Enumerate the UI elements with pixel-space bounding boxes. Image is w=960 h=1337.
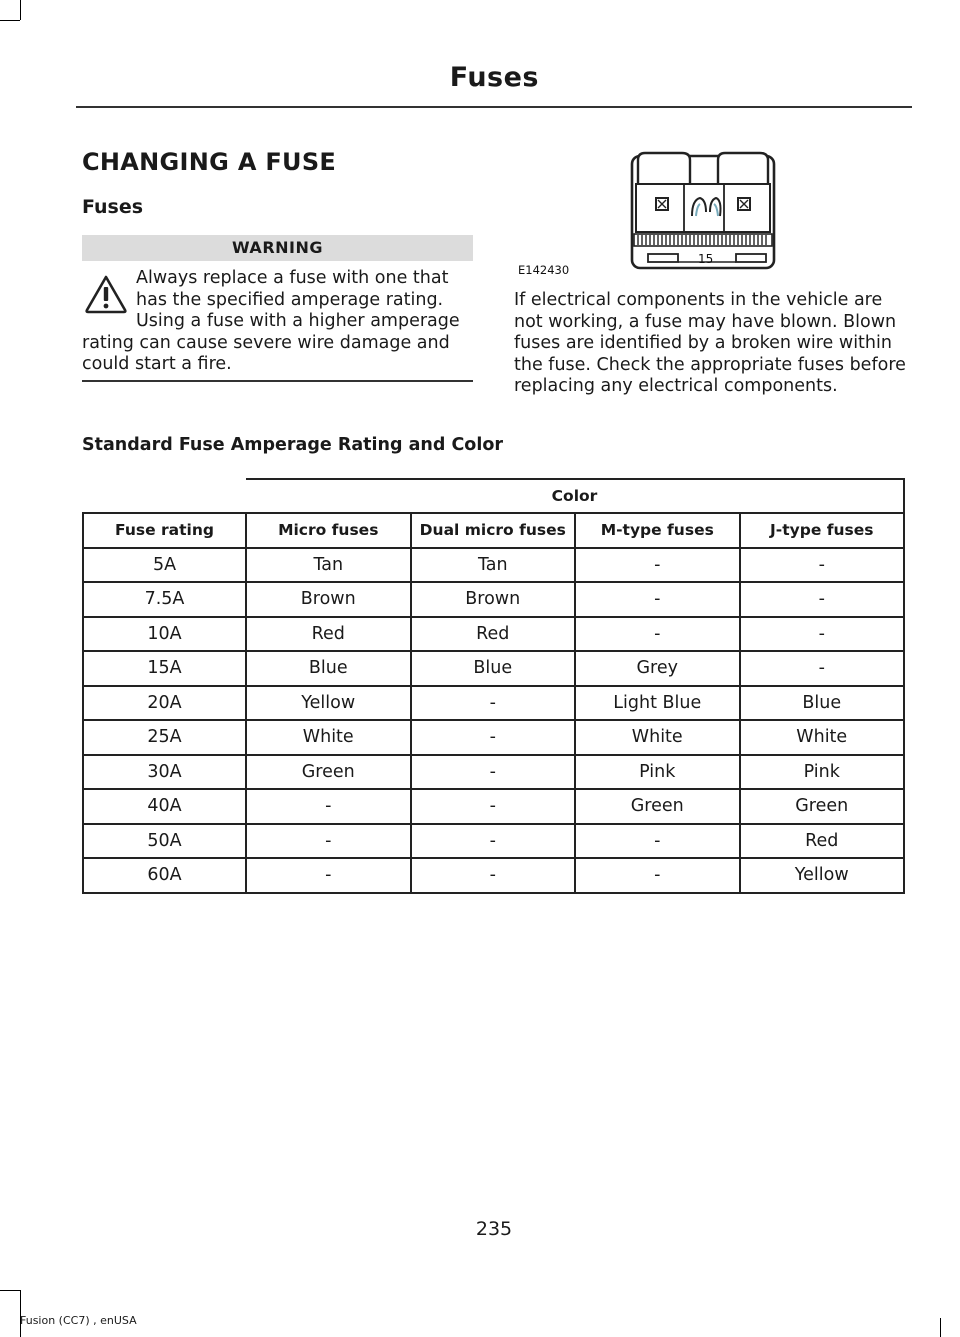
table-cell: 25A — [83, 720, 246, 755]
column-header: Micro fuses — [246, 513, 411, 548]
crop-mark — [0, 20, 20, 21]
table-cell: - — [411, 789, 576, 824]
table-cell: Green — [575, 789, 740, 824]
table-cell: 20A — [83, 686, 246, 721]
table-cell: White — [246, 720, 411, 755]
table-cell: Grey — [575, 651, 740, 686]
fuse-illustration — [514, 148, 776, 276]
header-rule — [76, 106, 912, 108]
section-title: CHANGING A FUSE — [82, 148, 337, 176]
table-cell: - — [740, 617, 905, 652]
table-cell: White — [575, 720, 740, 755]
subsection-title: Fuses — [82, 196, 144, 218]
table-cell: - — [575, 617, 740, 652]
table-row — [83, 858, 904, 893]
body-paragraph: If electrical components in the vehicle are not working, a fuse may have blown. Blown fuses are identified by a broken wire within the fuse. Check the appropriate fuses before replacing any electrical components. — [514, 290, 906, 396]
table-cell: Tan — [246, 548, 411, 583]
table-cell: Red — [740, 824, 905, 859]
table-cell: 7.5A — [83, 582, 246, 617]
table-cell: Tan — [411, 548, 576, 583]
table-cell: 5A — [83, 548, 246, 583]
page-number: 235 — [475, 1218, 513, 1240]
table-row — [83, 824, 904, 859]
table-cell: - — [740, 548, 905, 583]
table-cell: Red — [411, 617, 576, 652]
table-cell: - — [246, 858, 411, 893]
crop-mark — [0, 1290, 20, 1291]
table-cell: 10A — [83, 617, 246, 652]
table-cell: Blue — [740, 686, 905, 721]
table-cell: Yellow — [740, 858, 905, 893]
table-cell: White — [740, 720, 905, 755]
table-cell: Pink — [575, 755, 740, 790]
table-row — [83, 582, 904, 617]
table-cell: - — [740, 651, 905, 686]
column-header: M-type fuses — [575, 513, 740, 548]
column-header: Dual micro fuses — [411, 513, 576, 548]
table-cell: 50A — [83, 824, 246, 859]
table-cell: 30A — [83, 755, 246, 790]
table-row — [83, 651, 904, 686]
table-row — [83, 686, 904, 721]
table-cell: Brown — [411, 582, 576, 617]
table-cell: - — [740, 582, 905, 617]
table-cell: Light Blue — [575, 686, 740, 721]
document-id: Fusion (CC7) , enUSA — [20, 1314, 137, 1327]
table-cell: Blue — [411, 651, 576, 686]
table-cell: Red — [246, 617, 411, 652]
table-cell: Blue — [246, 651, 411, 686]
table-cell: - — [575, 582, 740, 617]
table-group-header: Color — [246, 479, 904, 513]
figure-id: E142430 — [518, 263, 570, 276]
table-cell: - — [575, 824, 740, 859]
fuse-rating-label: 15 — [698, 252, 714, 266]
table-cell: - — [575, 548, 740, 583]
table-cell: Green — [246, 755, 411, 790]
column-header: Fuse rating — [83, 513, 246, 548]
table-cell: 40A — [83, 789, 246, 824]
warning-rule — [82, 380, 473, 382]
table-cell: - — [246, 824, 411, 859]
crop-mark — [20, 0, 21, 20]
table-title: Standard Fuse Amperage Rating and Color — [82, 435, 503, 455]
table-cell: Green — [740, 789, 905, 824]
table-cell: - — [411, 858, 576, 893]
table-cell: - — [411, 720, 576, 755]
column-header: J-type fuses — [740, 513, 905, 548]
table-cell: Yellow — [246, 686, 411, 721]
header-title: Fuses — [449, 62, 539, 93]
table-cell: - — [411, 686, 576, 721]
warning-text: Always replace a fuse with one that has the specified amperage rating. Using a fuse with a higher amperage rating can cause severe wire damage and could start a fire. — [82, 268, 460, 374]
fuse-rating-table — [82, 478, 905, 894]
table-cell: 15A — [83, 651, 246, 686]
table-cell: Pink — [740, 755, 905, 790]
table-row — [83, 617, 904, 652]
table-cell: - — [411, 824, 576, 859]
warning-text-block — [82, 268, 475, 376]
warning-heading: WARNING — [82, 235, 473, 261]
table-row — [83, 548, 904, 583]
crop-mark — [940, 1318, 941, 1337]
table-cell: Brown — [246, 582, 411, 617]
table-cell: 60A — [83, 858, 246, 893]
table-row — [83, 755, 904, 790]
table-row — [83, 720, 904, 755]
table-cell: - — [246, 789, 411, 824]
table-cell: - — [575, 858, 740, 893]
table-cell: - — [411, 755, 576, 790]
table-row — [83, 789, 904, 824]
